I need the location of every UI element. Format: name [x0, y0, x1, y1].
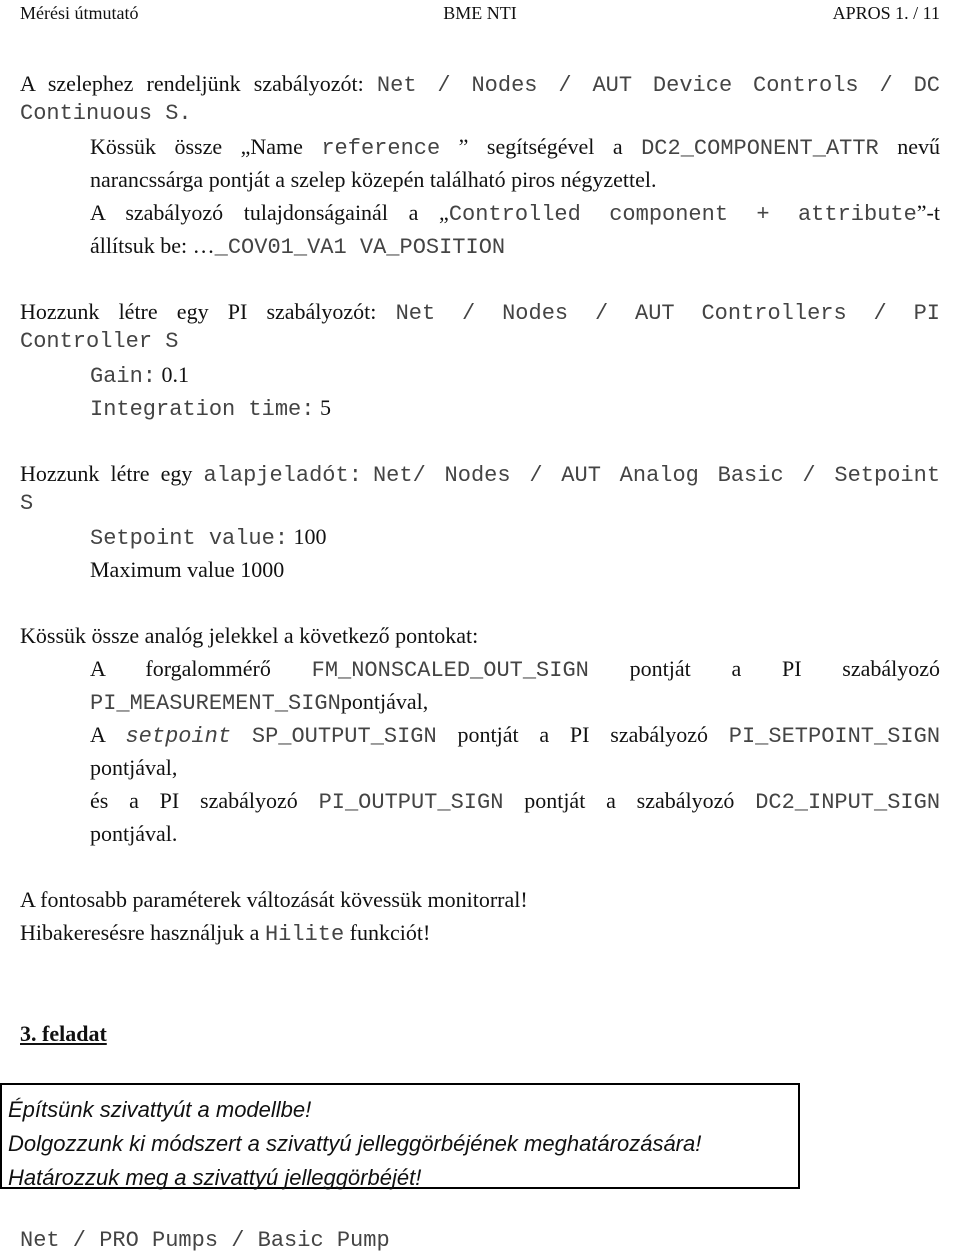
text: A [90, 722, 105, 747]
signal-name: DC2_COMPONENT_ATTR [641, 136, 879, 161]
signal-name: SP_OUTPUT_SIGN [251, 724, 437, 749]
connection-3-continued: pontjával. [90, 821, 178, 846]
text: és a PI szabályozó [90, 788, 298, 813]
task-heading: 3. feladat [20, 1021, 107, 1046]
menu-path-continued: S [20, 491, 34, 516]
connection-2 [90, 722, 940, 750]
menu-path: Net/ Nodes / AUT Analog Basic / Setpoint [372, 463, 941, 488]
menu-path: Net / Nodes / AUT Device Controls / DC [376, 73, 940, 98]
header-center: BME NTI [443, 3, 517, 23]
menu-path: Net / Nodes / AUT Controllers / PI [395, 301, 941, 326]
text: Hozzunk létre egy PI szabályozót: [20, 299, 377, 324]
text: Hibakeresésre használjuk a [20, 920, 260, 945]
text: pontját a szabályozó [524, 788, 735, 813]
signal-name: FM_NONSCALED_OUT_SIGN [311, 658, 589, 683]
header-left: Mérési útmutató [20, 3, 139, 23]
param-label: Gain: [90, 364, 157, 389]
code-term: reference [321, 136, 441, 161]
connection-2-continued: pontjával, [90, 755, 178, 780]
paragraph-pi-controller [20, 299, 940, 327]
code-term: Controlled component + attribute [448, 202, 917, 227]
instruction-set-value [90, 233, 505, 261]
task-line: Építsünk szivattyút a modellbe! [8, 1097, 312, 1122]
pump-menu-path: Net / PRO Pumps / Basic Pump [20, 1228, 390, 1253]
connection-1 [90, 656, 940, 684]
signal-name: PI_MEASUREMENT_SIGN [90, 691, 341, 716]
task-line: Dolgozzunk ki módszert a szivattyú jelleggörbéjének meghatározására! [8, 1131, 702, 1156]
param-value: 100 [293, 524, 327, 549]
text: pontjával, [340, 689, 429, 714]
param-label: Integration time: [90, 397, 315, 422]
text: nevű [897, 134, 940, 159]
instruction-continued: narancssárga pontját a szelep közepén található piros négyzettel. [90, 167, 657, 192]
text: ” segítségével a [458, 134, 623, 159]
setpoint-param [90, 524, 327, 552]
paragraph-setpoint [20, 461, 940, 489]
text: Kössük össze „Name [90, 134, 303, 159]
paragraph-valve-controller [20, 71, 940, 99]
param-value: 0.1 [161, 362, 190, 387]
connection-1-continued [90, 689, 428, 717]
text: ”-t [916, 200, 940, 225]
text: A forgalommérő [90, 656, 271, 681]
param-label: Setpoint value: [90, 526, 289, 551]
text: pontját a PI szabályozó [629, 656, 941, 681]
text: Hozzunk létre egy [20, 461, 193, 486]
signal-name: DC2_INPUT_SIGN [755, 790, 941, 815]
page-header [20, 0, 940, 26]
text: A szabályozó tulajdonságainál a „ [90, 200, 449, 225]
menu-path-continued: Continuous S. [20, 101, 192, 126]
header-right: APROS 1. / 11 [832, 3, 940, 23]
hilite-note [20, 920, 430, 948]
menu-path-continued: Controller S [20, 329, 179, 354]
instruction-name-reference [90, 134, 940, 162]
gain-param [90, 362, 189, 390]
integration-param [90, 395, 331, 423]
text: funkciót! [349, 920, 431, 945]
connections-intro: Kössük össze analóg jelekkel a következő pontokat: [20, 623, 479, 648]
monitor-note: A fontosabb paraméterek változását kövessük monitorral! [20, 887, 528, 912]
text: állítsuk be: … [90, 233, 215, 258]
param-value: 5 [319, 395, 331, 420]
signal-name: PI_OUTPUT_SIGN [318, 790, 504, 815]
text: A szelephez rendeljünk szabályozót: [20, 71, 364, 96]
attribute-value: _COV01_VA1 VA_POSITION [214, 235, 506, 260]
signal-name: PI_SETPOINT_SIGN [728, 724, 941, 749]
code-term: setpoint [125, 724, 232, 749]
code-term: alapjeladót: [203, 463, 362, 488]
code-term: Hilite [264, 922, 345, 947]
text: pontját a PI szabályozó [457, 722, 708, 747]
maximum-param: Maximum value 1000 [90, 557, 285, 582]
connection-3 [90, 788, 940, 816]
instruction-controlled-component [90, 200, 940, 228]
task-box [0, 1083, 800, 1189]
task-line: Határozzuk meg a szivattyú jelleggörbéjét! [8, 1165, 422, 1190]
